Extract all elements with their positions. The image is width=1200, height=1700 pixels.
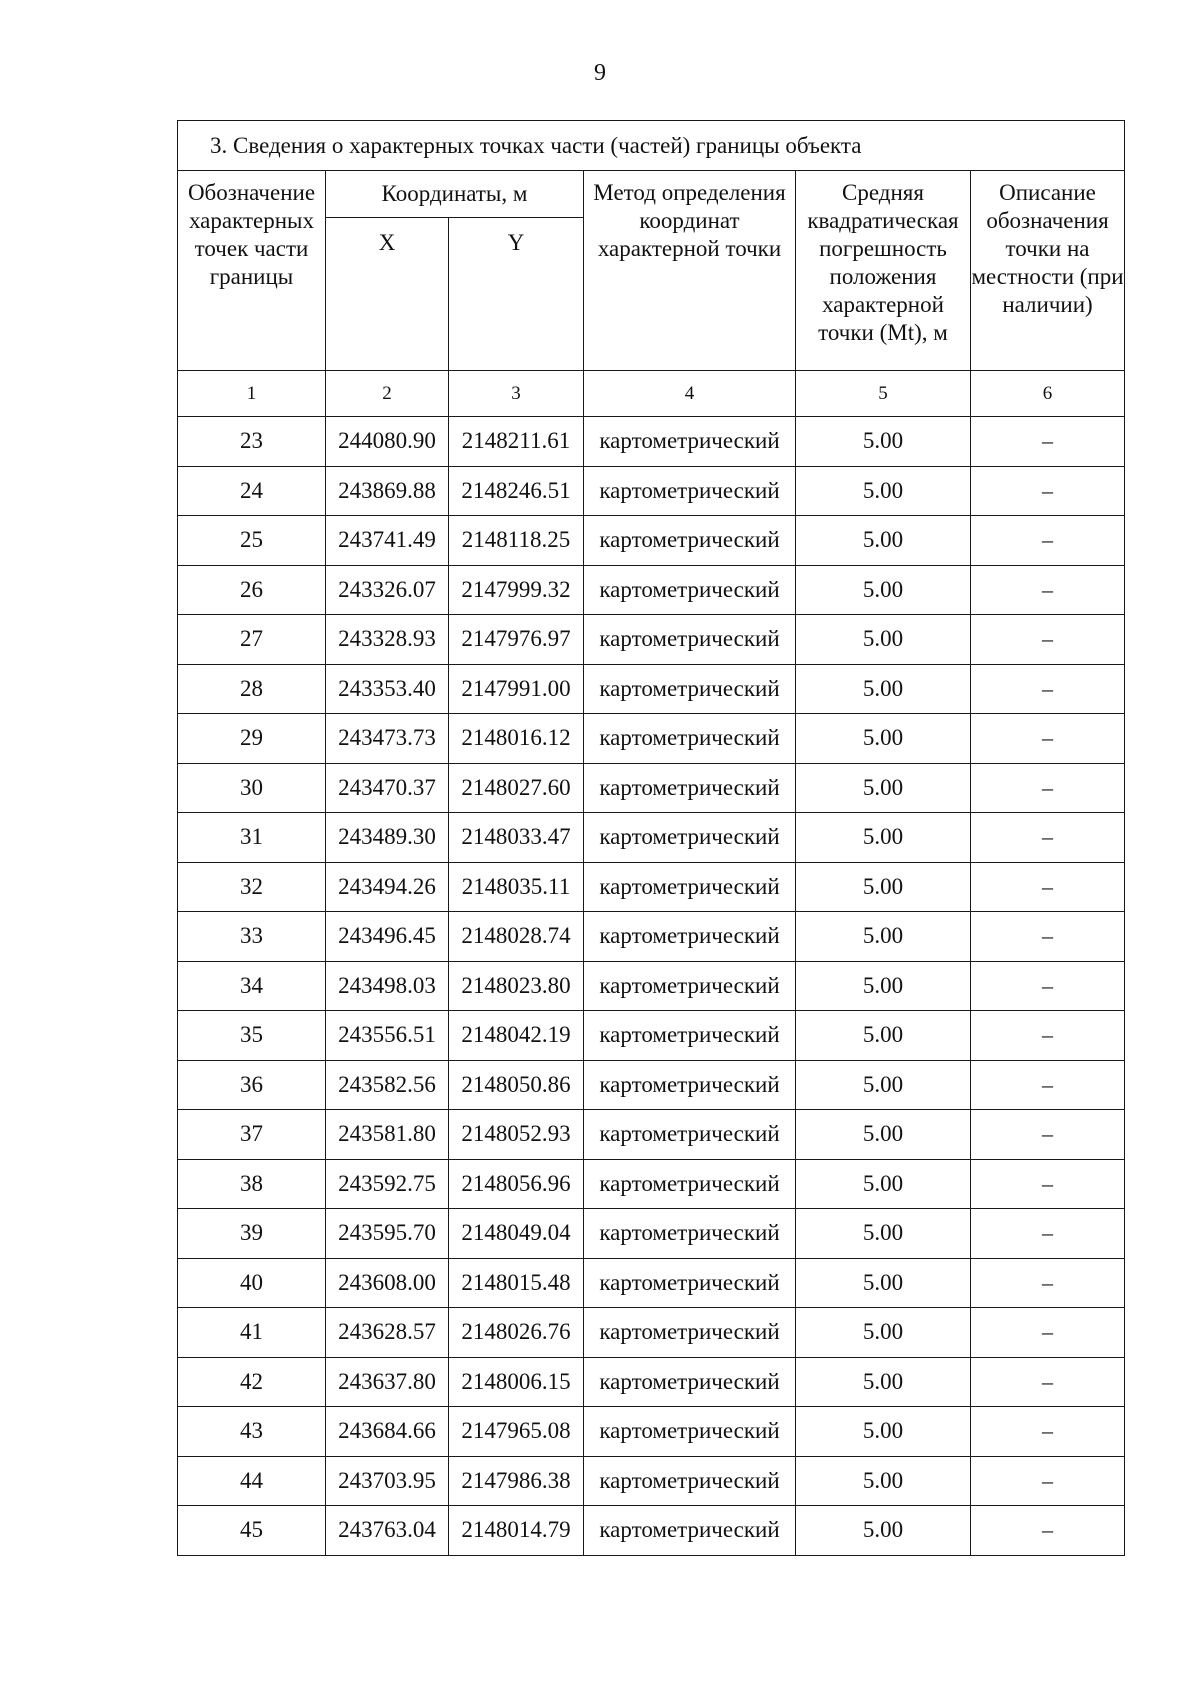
table-row [178,1209,1125,1259]
error-cell: 5.00 [796,664,971,714]
point-number-cell: 37 [178,1110,326,1160]
x-coordinate-cell: 243869.88 [326,466,449,516]
x-coordinate-cell: 243556.51 [326,1011,449,1061]
method-cell: картометрический [584,763,796,813]
table-row [178,565,1125,615]
x-coordinate-cell: 243592.75 [326,1159,449,1209]
method-cell: картометрический [584,1060,796,1110]
table-row [178,1506,1125,1556]
y-coordinate-cell: 2148027.60 [449,763,584,813]
point-number-cell: 45 [178,1506,326,1556]
table-row [178,664,1125,714]
description-cell: – [971,1060,1125,1110]
error-cell: 5.00 [796,1060,971,1110]
column-number: 1 [178,371,326,417]
x-coordinate-cell: 243494.26 [326,862,449,912]
error-cell: 5.00 [796,1110,971,1160]
y-coordinate-cell: 2148016.12 [449,714,584,764]
description-cell: – [971,565,1125,615]
method-cell: картометрический [584,1258,796,1308]
error-cell: 5.00 [796,862,971,912]
point-number-cell: 27 [178,615,326,665]
table-row [178,1258,1125,1308]
description-cell: – [971,862,1125,912]
header-error: Средняя квадратическая погрешность положения характерной точки (Mt), м [796,171,971,371]
table-row [178,1456,1125,1506]
method-cell: картометрический [584,1456,796,1506]
method-cell: картометрический [584,1308,796,1358]
x-coordinate-cell: 243498.03 [326,961,449,1011]
y-coordinate-cell: 2148050.86 [449,1060,584,1110]
point-number-cell: 32 [178,862,326,912]
header-y: Y [449,218,584,371]
method-cell: картометрический [584,615,796,665]
description-cell: – [971,1357,1125,1407]
y-coordinate-cell: 2148035.11 [449,862,584,912]
table-row [178,813,1125,863]
point-number-cell: 35 [178,1011,326,1061]
table-row [178,417,1125,467]
error-cell: 5.00 [796,763,971,813]
error-cell: 5.00 [796,615,971,665]
error-cell: 5.00 [796,1357,971,1407]
description-cell: – [971,1456,1125,1506]
description-cell: – [971,1308,1125,1358]
section-title-row [178,121,1125,171]
error-cell: 5.00 [796,961,971,1011]
table-row [178,862,1125,912]
point-number-cell: 43 [178,1407,326,1457]
y-coordinate-cell: 2148211.61 [449,417,584,467]
table-row [178,763,1125,813]
point-number-cell: 31 [178,813,326,863]
y-coordinate-cell: 2147999.32 [449,565,584,615]
x-coordinate-cell: 243489.30 [326,813,449,863]
description-cell: – [971,1407,1125,1457]
table-row [178,1110,1125,1160]
page-number: 9 [594,60,606,86]
error-cell: 5.00 [796,1011,971,1061]
table-row [178,912,1125,962]
y-coordinate-cell: 2148049.04 [449,1209,584,1259]
point-number-cell: 28 [178,664,326,714]
point-number-cell: 30 [178,763,326,813]
method-cell: картометрический [584,1407,796,1457]
description-cell: – [971,714,1125,764]
x-coordinate-cell: 243326.07 [326,565,449,615]
column-number: 3 [449,371,584,417]
error-cell: 5.00 [796,1209,971,1259]
y-coordinate-cell: 2148023.80 [449,961,584,1011]
x-coordinate-cell: 243684.66 [326,1407,449,1457]
method-cell: картометрический [584,417,796,467]
section-title: 3. Сведения о характерных точках части (частей) границы объекта [178,121,1125,171]
column-number: 5 [796,371,971,417]
point-number-cell: 33 [178,912,326,962]
point-number-cell: 41 [178,1308,326,1358]
header-method: Метод определения координат характерной точки [584,171,796,371]
header-row [178,171,1125,218]
x-coordinate-cell: 243628.57 [326,1308,449,1358]
error-cell: 5.00 [796,813,971,863]
description-cell: – [971,466,1125,516]
method-cell: картометрический [584,1506,796,1556]
point-number-cell: 39 [178,1209,326,1259]
point-number-cell: 42 [178,1357,326,1407]
method-cell: картометрический [584,1357,796,1407]
method-cell: картометрический [584,466,796,516]
table-row [178,1159,1125,1209]
method-cell: картометрический [584,1011,796,1061]
y-coordinate-cell: 2148033.47 [449,813,584,863]
error-cell: 5.00 [796,417,971,467]
point-number-cell: 29 [178,714,326,764]
method-cell: картометрический [584,1110,796,1160]
x-coordinate-cell: 243353.40 [326,664,449,714]
y-coordinate-cell: 2148026.76 [449,1308,584,1358]
description-cell: – [971,1159,1125,1209]
error-cell: 5.00 [796,1506,971,1556]
y-coordinate-cell: 2148028.74 [449,912,584,962]
x-coordinate-cell: 243637.80 [326,1357,449,1407]
method-cell: картометрический [584,813,796,863]
table-row [178,615,1125,665]
table-row [178,516,1125,566]
column-number: 4 [584,371,796,417]
description-cell: – [971,961,1125,1011]
method-cell: картометрический [584,961,796,1011]
method-cell: картометрический [584,565,796,615]
column-number: 6 [971,371,1125,417]
header-designation: Обозначение характерных точек части границы [178,171,326,371]
x-coordinate-cell: 243473.73 [326,714,449,764]
error-cell: 5.00 [796,714,971,764]
error-cell: 5.00 [796,1456,971,1506]
method-cell: картометрический [584,912,796,962]
header-description: Описание обозначения точки на местности (при наличии) [971,171,1125,371]
error-cell: 5.00 [796,565,971,615]
error-cell: 5.00 [796,466,971,516]
description-cell: – [971,1258,1125,1308]
error-cell: 5.00 [796,1407,971,1457]
description-cell: – [971,912,1125,962]
error-cell: 5.00 [796,1159,971,1209]
x-coordinate-cell: 243608.00 [326,1258,449,1308]
y-coordinate-cell: 2148056.96 [449,1159,584,1209]
y-coordinate-cell: 2148052.93 [449,1110,584,1160]
table-row [178,1011,1125,1061]
point-number-cell: 36 [178,1060,326,1110]
header-coordinates: Координаты, м [326,171,584,218]
method-cell: картометрический [584,862,796,912]
point-number-cell: 34 [178,961,326,1011]
table-row [178,466,1125,516]
table-row [178,1308,1125,1358]
y-coordinate-cell: 2148006.15 [449,1357,584,1407]
x-coordinate-cell: 243763.04 [326,1506,449,1556]
x-coordinate-cell: 243581.80 [326,1110,449,1160]
y-coordinate-cell: 2147965.08 [449,1407,584,1457]
y-coordinate-cell: 2147986.38 [449,1456,584,1506]
y-coordinate-cell: 2148042.19 [449,1011,584,1061]
description-cell: – [971,664,1125,714]
x-coordinate-cell: 243470.37 [326,763,449,813]
point-number-cell: 24 [178,466,326,516]
description-cell: – [971,1110,1125,1160]
y-coordinate-cell: 2148015.48 [449,1258,584,1308]
table-row [178,1357,1125,1407]
y-coordinate-cell: 2147991.00 [449,664,584,714]
y-coordinate-cell: 2148118.25 [449,516,584,566]
x-coordinate-cell: 243741.49 [326,516,449,566]
point-number-cell: 23 [178,417,326,467]
table-row [178,1407,1125,1457]
point-number-cell: 25 [178,516,326,566]
x-coordinate-cell: 243496.45 [326,912,449,962]
x-coordinate-cell: 244080.90 [326,417,449,467]
point-number-cell: 26 [178,565,326,615]
column-number-row [178,371,1125,417]
table-body [178,417,1125,1556]
method-cell: картометрический [584,1209,796,1259]
method-cell: картометрический [584,714,796,764]
table-row [178,961,1125,1011]
x-coordinate-cell: 243328.93 [326,615,449,665]
error-cell: 5.00 [796,1308,971,1358]
y-coordinate-cell: 2147976.97 [449,615,584,665]
description-cell: – [971,615,1125,665]
boundary-points-table [177,120,1125,1556]
error-cell: 5.00 [796,516,971,566]
point-number-cell: 38 [178,1159,326,1209]
x-coordinate-cell: 243703.95 [326,1456,449,1506]
table-row [178,714,1125,764]
column-number: 2 [326,371,449,417]
description-cell: – [971,813,1125,863]
description-cell: – [971,516,1125,566]
point-number-cell: 40 [178,1258,326,1308]
error-cell: 5.00 [796,1258,971,1308]
description-cell: – [971,1209,1125,1259]
error-cell: 5.00 [796,912,971,962]
method-cell: картометрический [584,664,796,714]
table-row [178,1060,1125,1110]
description-cell: – [971,1011,1125,1061]
y-coordinate-cell: 2148014.79 [449,1506,584,1556]
y-coordinate-cell: 2148246.51 [449,466,584,516]
method-cell: картометрический [584,1159,796,1209]
description-cell: – [971,1506,1125,1556]
x-coordinate-cell: 243595.70 [326,1209,449,1259]
header-x: X [326,218,449,371]
description-cell: – [971,763,1125,813]
method-cell: картометрический [584,516,796,566]
x-coordinate-cell: 243582.56 [326,1060,449,1110]
point-number-cell: 44 [178,1456,326,1506]
description-cell: – [971,417,1125,467]
